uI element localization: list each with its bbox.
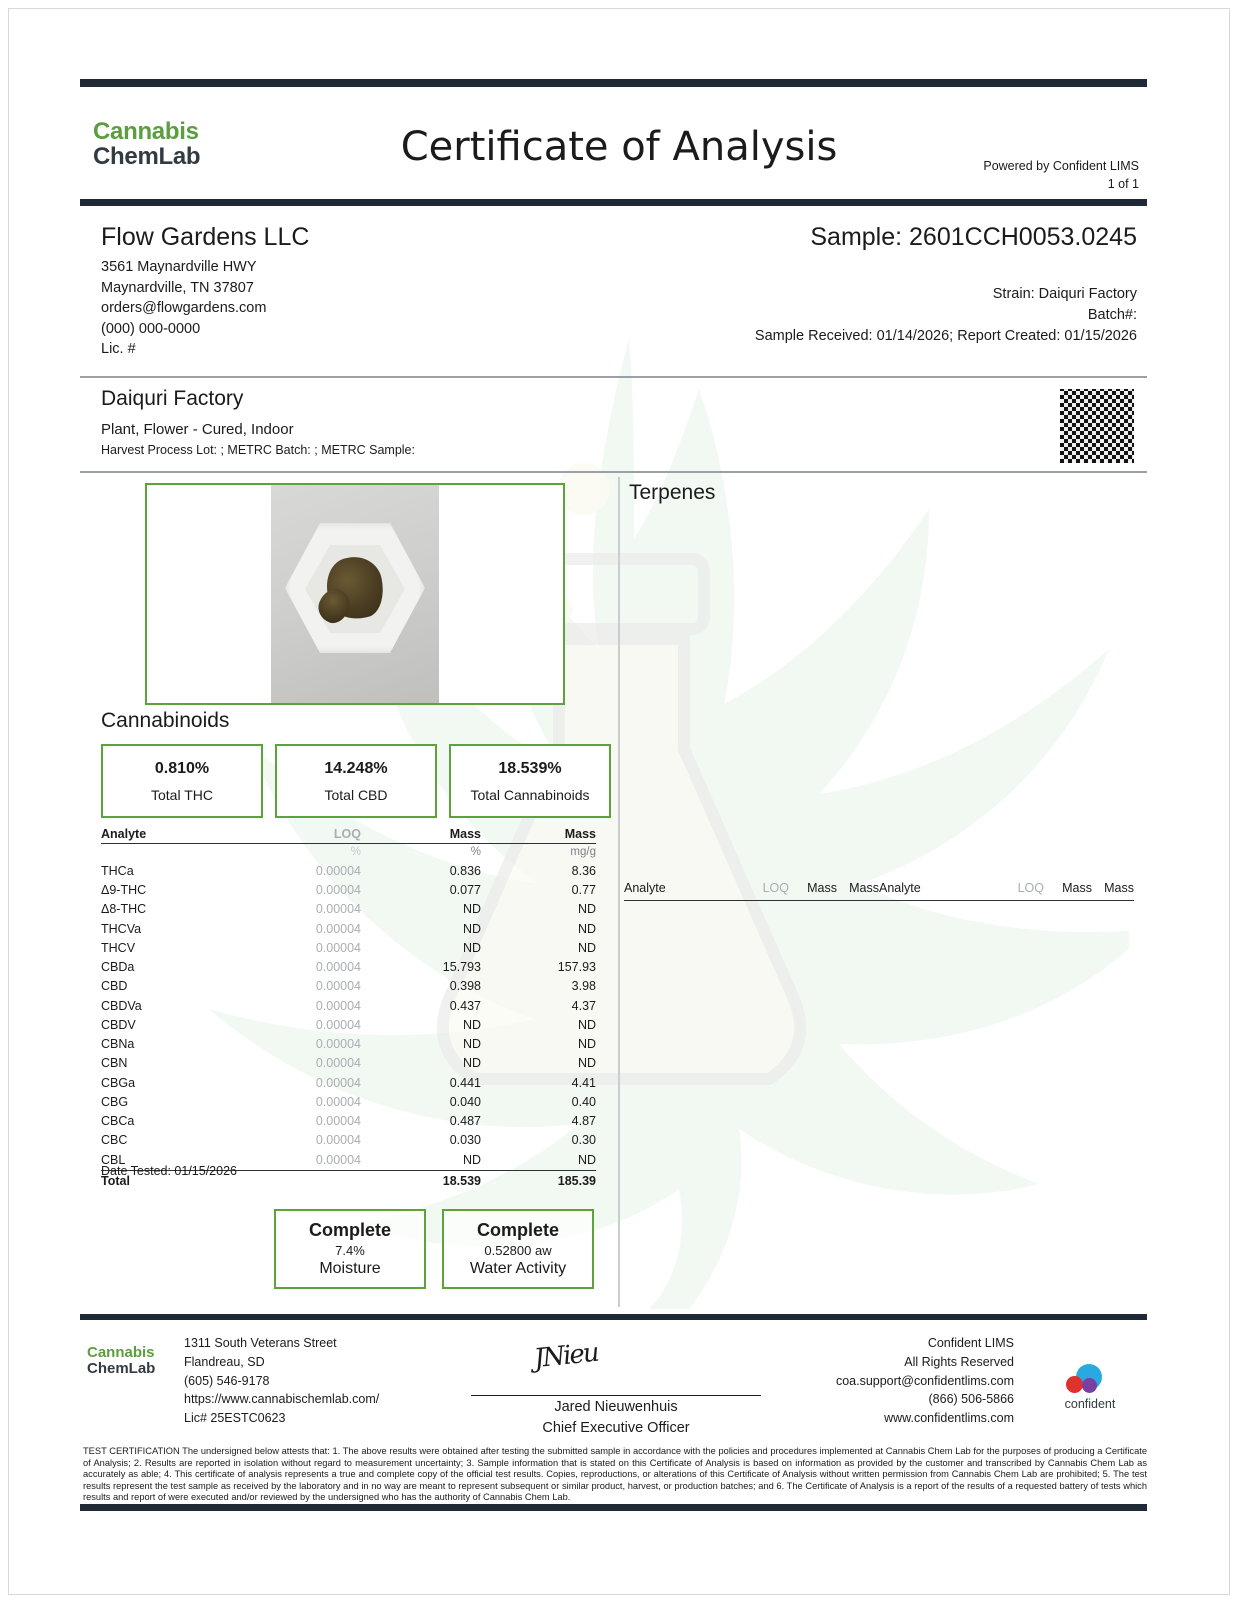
- signer-title: Chief Executive Officer: [542, 1420, 690, 1436]
- table-row: [101, 958, 596, 977]
- terpenes-title: Terpenes: [629, 481, 716, 504]
- water-activity-label: Water Activity: [469, 1260, 567, 1277]
- cell-mass-mgg: 0.40: [571, 1094, 596, 1109]
- moisture-status: [274, 1209, 426, 1289]
- units-analyte: [101, 844, 231, 862]
- terpenes-col-analyte-2: Analyte: [879, 881, 921, 895]
- client-license: Lic. #: [101, 341, 136, 358]
- cell-analyte: CBCa: [101, 1114, 135, 1129]
- client-email: orders@flowgardens.com: [101, 300, 267, 317]
- units-mass-mgg: mg/g: [570, 846, 596, 858]
- status-boxes: [274, 1209, 594, 1289]
- cell-mass-percent: 0.437: [449, 998, 481, 1013]
- cell-loq: 0.00004: [315, 979, 361, 994]
- lims-email[interactable]: coa.support@confidentlims.com: [835, 1373, 1014, 1388]
- cell-mass-percent: ND: [462, 902, 481, 917]
- cell-mass-percent: ND: [462, 1152, 481, 1167]
- moisture-value: 7.4%: [335, 1243, 365, 1258]
- header-analyte: Analyte: [101, 827, 231, 844]
- footer-lab-address: [184, 1334, 379, 1428]
- table-row: [101, 900, 596, 919]
- footer-bottom-bar: [80, 1504, 1147, 1511]
- cell-loq: 0.00004: [315, 1056, 361, 1071]
- cell-analyte: CBDV: [101, 1017, 136, 1032]
- document-sheet: [9, 9, 1229, 1594]
- total-loq: [231, 1170, 361, 1191]
- header-rule: [80, 199, 1147, 206]
- cell-mass-mgg: 4.37: [571, 998, 596, 1013]
- sample-id: Sample: 2601CCH0053.0245: [810, 223, 1137, 251]
- cell-loq: 0.00004: [315, 1133, 361, 1148]
- cell-mass-percent: 0.077: [449, 883, 481, 898]
- cell-loq: 0.00004: [315, 1017, 361, 1032]
- lims-rights: All Rights Reserved: [904, 1354, 1014, 1369]
- sample-batch: Batch#:: [1087, 307, 1137, 324]
- cannabinoids-title: Cannabinoids: [101, 709, 230, 732]
- cannabinoids-table: [101, 827, 596, 1191]
- total-thc-label: Total THC: [151, 786, 213, 803]
- total-mass-mgg: 185.39: [481, 1170, 596, 1191]
- logo-line-1: Cannabis: [93, 118, 199, 145]
- terpenes-col-mass-2: Mass: [849, 881, 879, 895]
- sample-photo: [145, 483, 565, 705]
- terpenes-col-loq-2: LOQ: [1017, 881, 1044, 895]
- footer-logo-line-2: ChemLab: [87, 1359, 156, 1377]
- powered-by-block: [983, 157, 1139, 193]
- cell-analyte: CBNa: [101, 1037, 135, 1052]
- table-row: [101, 1074, 596, 1093]
- cell-loq: 0.00004: [315, 1075, 361, 1090]
- page-title: Certificate of Analysis: [400, 124, 838, 170]
- cell-mass-mgg: ND: [577, 940, 596, 955]
- lims-info: [836, 1334, 1014, 1428]
- cell-mass-mgg: 4.41: [571, 1075, 596, 1090]
- total-thc-value: 0.810%: [154, 759, 210, 777]
- client-address-1: 3561 Maynardville HWY: [101, 259, 257, 275]
- footer-license: Lic# 25ESTC0623: [184, 1411, 286, 1425]
- test-certification-disclaimer: TEST CERTIFICATION The undersigned below attests that: 1. The above results were obtained after testing the submitted sample in accordance with the policies and procedures implemented at Cannabis Chem Lab for the purposes of producing a Certificate of Analysis; 2. Results are reported in isolation without regard to measurement uncertainty; 3. Sample information that is stated on this Certificate of Analysis is based on information as provided by the customer and transcribed by Cannabis Chem Lab as accurately as able; 4. This certificate of analysis represents a true and complete copy of the official test results. Copies, reproductions, or alterations of this Certificate of Analysis without written permission from Cannabis Chem Lab are prohibited; 5. The test results represent the test sample as received by the laboratory and in no way are meant to represent subsequent or similar product, harvest, or production batches; and 6. The Certificate of Analysis is a report of the results of a requested battery of tests which results and report of were executed and/or reviewed by the undersigned who has the authority of Cannabis Chem Lab.: [83, 1446, 1147, 1503]
- footer-website[interactable]: https://www.cannabischemlab.com/: [184, 1392, 380, 1407]
- table-row: [101, 920, 596, 939]
- table-row: [101, 881, 596, 900]
- confident-dots-icon: [1066, 1364, 1114, 1394]
- cell-mass-percent: ND: [462, 1037, 481, 1052]
- lims-name: Confident LIMS: [927, 1336, 1014, 1350]
- cell-loq: 0.00004: [315, 921, 361, 936]
- units-mass-percent: %: [470, 846, 481, 858]
- cell-mass-percent: ND: [462, 1056, 481, 1071]
- client-phone: (000) 000-0000: [101, 320, 201, 337]
- cell-mass-mgg: ND: [577, 1017, 596, 1032]
- qr-code[interactable]: [1060, 389, 1134, 463]
- total-cbd-label: Total CBD: [324, 786, 388, 803]
- water-activity-value: 0.52800 aw: [484, 1243, 552, 1258]
- cell-mass-percent: ND: [462, 921, 481, 936]
- client-name: Flow Gardens LLC: [101, 223, 310, 251]
- cell-mass-mgg: ND: [577, 1037, 596, 1052]
- table-units-row: [101, 844, 596, 862]
- confident-logo: [1035, 1364, 1145, 1411]
- terpenes-header-group-left: [624, 881, 879, 895]
- cell-analyte: CBL: [101, 1152, 126, 1167]
- column-divider: [618, 477, 620, 1307]
- cell-loq: 0.00004: [315, 883, 361, 898]
- cell-mass-mgg: ND: [577, 921, 596, 936]
- date-tested: Date Tested: 01/15/2026: [101, 1164, 237, 1178]
- cell-loq: 0.00004: [315, 902, 361, 917]
- cell-mass-mgg: ND: [577, 1056, 596, 1071]
- strain-info: [101, 387, 415, 457]
- cell-loq: 0.00004: [315, 998, 361, 1013]
- footer-address-2: Flandreau, SD: [184, 1354, 265, 1369]
- water-activity-status-title: Complete: [476, 1220, 559, 1240]
- header-top-bar: [80, 79, 1147, 87]
- table-row: [101, 862, 596, 881]
- cell-mass-percent: 0.030: [449, 1133, 481, 1148]
- sample-dates: Sample Received: 01/14/2026; Report Created: 01/15/2026: [754, 328, 1137, 345]
- total-cannabinoids-value: 18.539%: [498, 759, 562, 777]
- summary-total-cannabinoids: [449, 744, 611, 818]
- cell-mass-mgg: 0.30: [571, 1133, 596, 1148]
- cell-analyte: THCVa: [101, 921, 142, 936]
- summary-total-cbd: [275, 744, 437, 818]
- cell-loq: 0.00004: [315, 940, 361, 955]
- summary-total-thc: [101, 744, 263, 818]
- client-info: [101, 223, 309, 360]
- table-row: [101, 997, 596, 1016]
- sample-photo-image: [271, 485, 439, 703]
- table-header-row: [101, 827, 596, 844]
- cell-analyte: THCa: [101, 863, 134, 878]
- terpenes-col-analyte: Analyte: [624, 881, 666, 895]
- footer-address-1: 1311 South Veterans Street: [184, 1336, 337, 1350]
- sample-info: [755, 223, 1137, 347]
- table-row: [101, 1054, 596, 1073]
- cell-mass-mgg: 4.87: [571, 1114, 596, 1129]
- header-mass-mgg: Mass: [481, 827, 596, 844]
- signature-line: [471, 1395, 761, 1396]
- confident-logo-label: confident: [1064, 1397, 1116, 1411]
- table-row: [101, 1112, 596, 1131]
- total-label: Total: [101, 1170, 231, 1191]
- cell-analyte: CBD: [101, 979, 128, 994]
- table-row: [101, 1035, 596, 1054]
- moisture-status-title: Complete: [308, 1220, 391, 1240]
- cell-mass-percent: 0.441: [449, 1075, 481, 1090]
- terpenes-header-group-right: [879, 881, 1134, 895]
- cell-analyte: CBG: [101, 1094, 129, 1109]
- cell-loq: 0.00004: [315, 1152, 361, 1167]
- table-row: [101, 1093, 596, 1112]
- strain-lot: Harvest Process Lot: ; METRC Batch: ; METRC Sample:: [101, 443, 415, 457]
- total-cannabinoids-label: Total Cannabinoids: [470, 786, 590, 803]
- page-number: 1 of 1: [1107, 177, 1139, 192]
- cell-analyte: THCV: [101, 940, 136, 955]
- footer-logo: [87, 1345, 155, 1377]
- section-divider-1: [80, 376, 1147, 378]
- cell-mass-mgg: 0.77: [571, 883, 596, 898]
- signature-mark: JNieu: [532, 1337, 600, 1375]
- table-row: [101, 1016, 596, 1035]
- cell-mass-percent: 0.836: [449, 863, 481, 878]
- client-address-2: Maynardville, TN 37807: [101, 279, 254, 296]
- cell-mass-mgg: ND: [577, 1152, 596, 1167]
- strain-type: Plant, Flower - Cured, Indoor: [101, 421, 294, 438]
- cannabinoid-summary: [101, 744, 611, 818]
- cell-mass-percent: 0.487: [449, 1114, 481, 1129]
- cell-mass-mgg: 8.36: [571, 863, 596, 878]
- cell-mass-mgg: ND: [577, 902, 596, 917]
- total-cbd-value: 14.248%: [324, 759, 388, 777]
- cell-mass-percent: 0.398: [449, 979, 481, 994]
- signer-name: Jared Nieuwenhuis: [554, 1399, 678, 1415]
- cell-mass-percent: ND: [462, 940, 481, 955]
- cell-analyte: CBDVa: [101, 998, 142, 1013]
- cell-loq: 0.00004: [315, 1037, 361, 1052]
- cell-analyte: CBC: [101, 1133, 128, 1148]
- terpenes-table-header: [624, 881, 1134, 895]
- cell-mass-percent: 0.040: [449, 1094, 481, 1109]
- cell-analyte: CBN: [101, 1056, 128, 1071]
- strain-name: Daiquri Factory: [101, 387, 244, 410]
- cell-analyte: Δ9-THC: [101, 883, 147, 898]
- cell-mass-percent: 15.793: [442, 960, 481, 975]
- terpenes-col-mass-4: Mass: [1104, 881, 1134, 895]
- table-row: [101, 977, 596, 996]
- section-divider-2: [80, 471, 1147, 473]
- terpenes-col-mass-3: Mass: [1062, 881, 1092, 895]
- cell-loq: 0.00004: [315, 1094, 361, 1109]
- total-mass-percent: 18.539: [361, 1170, 481, 1191]
- cell-analyte: Δ8-THC: [101, 902, 147, 917]
- footer-phone: (605) 546-9178: [184, 1373, 270, 1388]
- cell-analyte: CBDa: [101, 960, 135, 975]
- cell-mass-mgg: 3.98: [571, 979, 596, 994]
- header-mass-percent: Mass: [361, 827, 481, 844]
- lims-site[interactable]: www.confidentlims.com: [884, 1411, 1014, 1425]
- powered-by-text: Powered by Confident LIMS: [983, 159, 1139, 173]
- footer-rule: [80, 1314, 1147, 1320]
- cell-mass-mgg: 157.93: [557, 960, 596, 975]
- cell-mass-percent: ND: [462, 1017, 481, 1032]
- units-loq: %: [350, 846, 361, 858]
- cell-loq: 0.00004: [315, 1114, 361, 1129]
- header-loq: LOQ: [231, 827, 361, 844]
- table-row: [101, 939, 596, 958]
- moisture-label: Moisture: [319, 1260, 381, 1277]
- terpenes-col-loq: LOQ: [762, 881, 789, 895]
- cell-loq: 0.00004: [315, 960, 361, 975]
- lims-phone: (866) 506-5866: [928, 1392, 1014, 1407]
- footer-logo-line-1: Cannabis: [87, 1344, 155, 1361]
- terpenes-header-rule: [624, 900, 1134, 901]
- terpenes-col-mass-1: Mass: [807, 881, 837, 895]
- table-row: [101, 1131, 596, 1150]
- water-activity-status: [442, 1209, 594, 1289]
- logo-line-2: ChemLab: [93, 143, 201, 171]
- cell-loq: 0.00004: [315, 863, 361, 878]
- sample-strain: Strain: Daiquri Factory: [992, 286, 1137, 302]
- cell-analyte: CBGa: [101, 1075, 136, 1090]
